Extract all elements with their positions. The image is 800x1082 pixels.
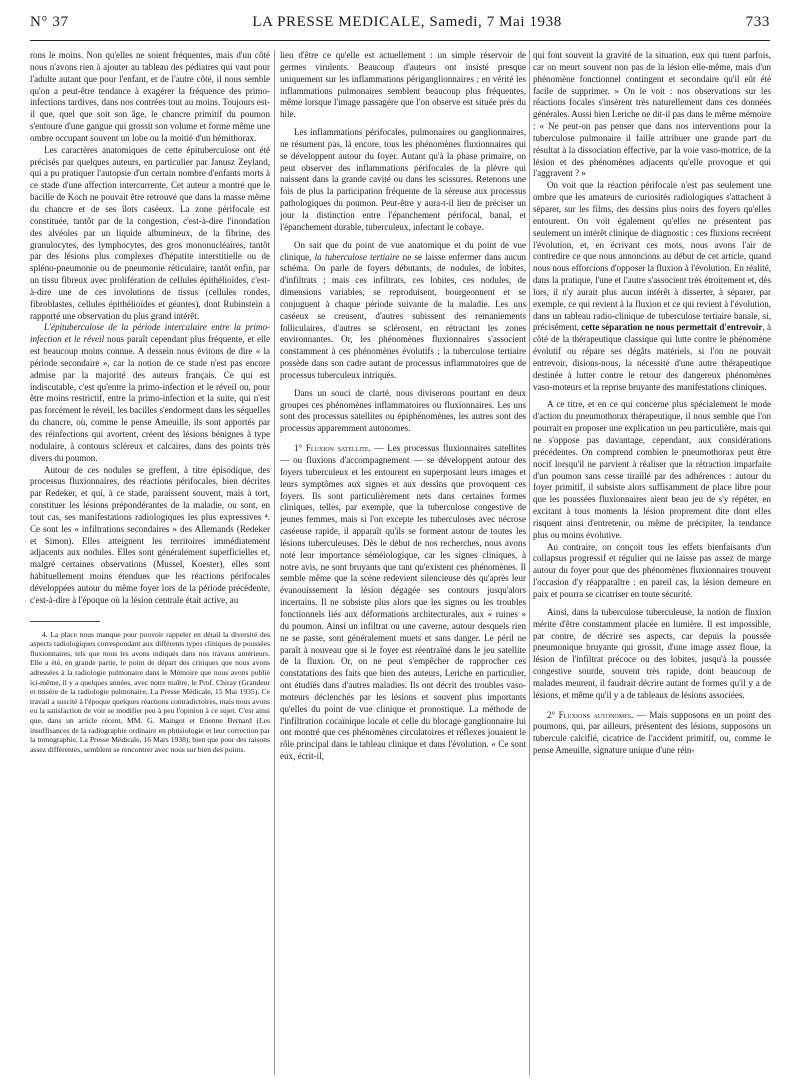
paragraph-text: nous paraît cependant plus fréquente, et elle est beaucoup moins connue. A dessein nous évitons de dire « la période secondaire », car la notion de ce stade n'est pas encore admise par la majorité des auteurs français. Ce qui est indiscutable, c'est qu'entre la primo-infection et le réveil ou, pour être moins restrictif, entre la primo-infection et la suite, qui n'est pas forcément le réveil, les bacilles s'endorment dans les séquelles du chancre, où, comme le pense Ameuille, ils sont apportés par des réinfections qui avortent, créent des lésions bénignes à type nodulaire, à contours scléreux et calcaires, dans des points très divers du poumon. (30, 334, 270, 463)
paragraph: A ce titre, et en ce qui concerne plus spécialement le mode d'action du pneumothorax thérapeutique, il nous semble que l'on pourrait en proposer une explication un peu particulière, mais qui ne s'oppose pas davantage, cependant, aux considérations précédentes. On comprend combien le pneumothorax peut être nocif lorsqu'il ne parvient à réaliser que la rétraction imparfaite d'un poumon sans cesse tiraillé par des adhérences : autour du foyer primitif, il subsiste alors suffisamment de place libre pour que les poussées fluxionnaires aient beau jeu de s'y répéter, en excitant à tous moments la lésion proprement dite dont elles risquent ainsi d'entretenir, ou même de précipiter, la tendance plus ou moins évolutive. (533, 399, 771, 540)
emphasis: la tuberculose tertiaire (314, 251, 400, 262)
paragraph: qui font souvent la gravité de la situation, eux qui tuent parfois, car on meurt souvent non pas de la lésion elle-même, mais d'un phénomène fonctionnel contingent et secondaire qu'il eût été facile de supprimer. » On le voit : nos observations sur les réactions focales s'insèrent très naturellement dans ces données générales. Aussi bien Leriche ne dit-il pas dans le même mémoire : « Ne peut-on pas penser que dans nos interventions pour la tuberculose pulmonaire il faille attribuer une grande part du résultat à la dissociation effective, par la voie vaso-motrice, de la lésion et des phénomènes adjacents qu'elle provoque et qui l'aggravent ? » (533, 50, 771, 179)
paragraph-text: — Mais supposons en un point des poumons, qui, par ailleurs, présentent des lésions, supposons un tubercule calcifié, cicatrice de l'accident primitif, ou, comme le pense Ameuille, signature unique d'une réin- (533, 709, 771, 756)
paragraph: lieu d'être ce qu'elle est actuellement : un simple réservoir de germes virulents. Beaucoup d'auteurs ont insisté presque uniquement sur les inflammations périganglionnaires ; en vérité les inflammations pulmonaires semblent beaucoup plus fréquentes, même lorsque l'image passagère que l'on observe est située près du hile. (280, 50, 526, 120)
paragraph (280, 240, 526, 382)
paragraph-text: , à côté de la thérapeutique classique qui lutte contre le phénomène évolutif ou répare ses dégâts matériels, si l'on ne pouvait entrevoir, disions-nous, la nécessité d'une autre thérapeutique destinée à lutter contre le retour des dangereux phénomènes vaso-moteurs et la reprise bruyante des manifestations cliniques. (533, 322, 771, 392)
section-heading: 1° Fluxion satellite. (294, 443, 371, 454)
column-1 (30, 50, 270, 1075)
paragraph: rons le moins. Non qu'elles ne soient fréquentes, mais d'un côté nous n'avons rien à ajouter au tableau des pédiatres qui vaut pour l'adulte autant que pour l'enfant, et de l'autre côté, il nous semble qu'on a peut-être tendance à exagérer la fréquence des primo-infections tardives, dans nos contrées tout au moins. Toujours est-il que, quel que soit son âge, le chancre primitif du poumon s'entoure d'une gangue qui grossit son volume et forme même une ombre occupant souvent un lobe ou la moitié d'un hémithorax. (30, 50, 270, 143)
paragraph-text: On voit que la réaction périfocale n'est pas seulement une ombre que les amateurs de curiosités radiologiques s'attachent à séparer, sur les films, des dessins plus noirs des foyers qu'elles entourent. On voit également qu'elles ne présentent pas seulement un intérêt clinique de diagnostic : ces fluxions recréent l'évolution, et, en écrivant ces mots, nous avons l'air de contredire ce que nous annoncions au début de cet article, quand nous nous efforcions d'opposer la fluxion à l'évolution. En réalité, dans la pratique, l'une et l'autre s'associent très étroitement et, dès lors, il n'y aurait plus aucun intérêt à disserter, à séparer, par exemple, ce qui revient à la fluxion et ce qui revient à l'évolution, dans un tableau radio-clinique de tuberculose tertiaire banale, si, précisément, (533, 180, 771, 333)
column-divider (274, 50, 275, 1075)
section-paragraph (533, 710, 771, 757)
paragraph: Dans un souci de clarté, nous diviserons pourtant en deux groupes ces phénomènes inflammatoires ou fluxionnaires. Les uns sont des processus satellites ou épiphénomènes, les autres sont des processus apparemment autonomes. (280, 387, 526, 434)
journal-title: LA PRESSE MEDICALE, Samedi, 7 Mai 1938 (252, 14, 562, 30)
column-divider (529, 50, 530, 1075)
paragraph: Au contraire, on conçoit tous les effets bienfaisants d'un collapsus progressif et régulier qui ne laisse pas assez de marge autour du foyer pour que des phénomènes fluxionnaires trouvent l'occasion d'y réapparaître : en pareil cas, la lésion demeure en paix et pourra se cicatriser en toute sécurité. (533, 541, 771, 599)
column-3 (533, 50, 771, 1075)
footnote-text: 4. La place nous manque pour pouvoir rappeler en détail la diversité des aspects radiologiques correspondant aux différents types cliniques de poussées fluxionnaires, tels que nous les avons indiqués dans nos travaux antérieurs. Elle a été, en grande partie, le point de départ des critiques que nous avons adressées à la radiologie pulmonaire dans le Mémoire que nous avons publié ici-même, il y a quelques années, avec notre maître, le Prof. Chiray (Grandeur et misère de la radiologie pulmonaire, La Presse Médicale, 15 Mai 1935). Ce travail a suscité à l'époque quelques réactions contradictoires, mais nous avons eu la satisfaction de voir se modifier peu à peu l'opinion à ce sujet. C'est ainsi que, dans un article récent, MM. G. Maingot et Etienne Bernard (Les insuffisances de la radiographie ordinaire en phtisiologie et leur correction par la tomographie, La Presse Médicale, 16 Mars 1938), bien que pour des raisons assez différentes, semblent se rencontrer avec nous sur bien des points. (30, 629, 270, 754)
paragraph: Les inflammations périfocales, pulmonaires ou ganglionnaires, ne résument pas, là encore, tous les phénomènes fluxionnaires qui se développent autour du foyer. Autant qu'à la phase primaire, on peut observer des inflammations périfocales de la plèvre qui naissent dans la grande cavité ou dans les scissures. Retenons une fois de plus la participation fréquente de la séreuse aux processus pathologiques du poumon. Peut-être y aura-t-il lieu de préciser un jour la distinction entre l'épanchement périfocal, banal, et l'épanchement durable, tuberculeux, infectant le cobaye. (280, 127, 526, 232)
footnote (30, 630, 270, 755)
paragraph-text: ne se laisse enfermer dans aucun schéma. On parle de foyers débutants, de nodules, de lobites, d'infiltrats ; mais ces infiltrats, ces lobites, ces nodules, de dimensions variables, se reproduisent, bourgeonnent et se conjuguent à chaque période suivante de la maladie. Les uns caséeux se creusent, d'autres subissent des remaniements folliculaires, d'autres se sclérosent, en rétractant les zones environnantes. Or, les phénomènes fluxionnaires s'associent constamment à ces phénomènes évolutifs ; la tuberculose tertiaire possède dans son cadre autant de processus inflammatoires que de processus tuberculeux intriqués. (280, 251, 526, 380)
emphasis: L'épituberculose de la période intercalaire entre la primo-infection et le réveil (30, 322, 270, 345)
header-rule (30, 40, 770, 41)
paragraph: Les caractères anatomiques de cette épituberculose ont été précisés par quelques auteurs, en particulier par Janusz Zeyland, qui a pu pratiquer l'autopsie d'un certain nombre d'enfants morts à ce stade d'une affection intercurrente. Cet auteur a montré que le bacille de Koch ne pouvait être retrouvé que dans la masse même du chancre et de ses îlots caséeux. La zone périfocale est constituée, tantôt par de la congestion, c'est-à-dire l'inondation des alvéoles par un liquide albumineux, de la fibrine, des granulocytes, des lymphocytes, des gros mononucléaires, tantôt par des lésions plus complexes d'hépatite interstitielle ou de spléno-pneumonie ou de pneumonie réticulaire, tantôt enfin, par un tissu fibreux avec prolifération de cellules épithélioïdes, c'est-à-dire une de ces involutions de tissus (cellules rondes, fibroblastes, cellules épithélioïdes et géantes), dont Rubinstein a rapporté une observation du plus grand intérêt. (30, 144, 270, 321)
column-2 (280, 50, 526, 1075)
paragraph (30, 322, 270, 464)
issue-number: N° 37 (30, 14, 69, 30)
paragraph: Ainsi, dans la tuberculose tuberculeuse, la notion de fluxion mérite d'être constamment placée en lumière. Il est impossible, par contre, de décrire ses aspects, car depuis la poussée pneumonique bruyante qui grossit, d'une image assez floue, la lésion de l'infiltrat précoce ou des lobites, jusqu'à la poussée congestive sourde, souvent très rapide, dont beaucoup de malades meurent, il faudrait décrire autant de formes qu'il y a de lésions, et même qu'il y a de tableaux de lésions associées. (533, 606, 771, 700)
paragraph (533, 180, 771, 393)
paragraph: Autour de ces nodules se greffent, à titre épisodique, des processus fluxionnaires, des réactions périfocales, bien décrites par Redeker, et qui, à ce stade, paraissent souvent, mais à tort, constituer les lésions prépondérantes de la maladie, ou sont, en tout cas, ses manifestations radiologiques les plus expressives ⁴. Ce sont les « infiltrations secondaires » des Allemands (Redeker et Simon). Elles atteignent les territoires immédiatement adjacents aux nodules. Elles sont généralement superficielles et, malgré certaines observations (Mussel, Koester), elles sont habituellement moins étendues que les réactions périfocales développées autour du même foyer lors de la période précédente, c'est-à-dire à l'époque où la lésion centrale était active, au (30, 464, 270, 605)
running-header (30, 14, 770, 40)
paragraph-text: On sait que du point de vue anatomique et du point de vue clinique, (280, 239, 526, 262)
section-heading: 2° Fluxions autonomes. (547, 709, 634, 720)
page-number: 733 (745, 14, 770, 30)
footnote-rule (30, 621, 100, 622)
section-paragraph (280, 443, 526, 763)
paragraph-text: — Les processus fluxionnaires satellites — ou fluxions d'accompagnement — se développent autour des foyers tuberculeux et les entourent en superposant leurs images et leurs symptômes aux signes et aux dessins que provoquent ces foyers. Ils sont particulièrement nets dans certaines formes cliniques, telles, par exemple, que la tuberculose congestive de jeunes femmes, mais si l'on excepte les tuberculoses avec nécrose caséeuse rapide, il apparaît qu'ils se forment autour de toutes les lésions tuberculeuses. Dès le début de nos recherches, nous avons noté leur importance séméiologique, car les signes cliniques, à notre avis, ne sont bruyants que tant qu'existent ces phénomènes. Il semble même que la scène redevient silencieuse dès qu'après leur évanouissement la lésion dégagée ses contours jusqu'alors incertains. Il ne subsiste plus alors que les signes ou les troubles fonctionnels liés aux déformations architecturales, aux « ruines » du poumon. Ainsi un infiltrat ou une caverne, autour desquels rien ne se passe, sont généralement muets et sans danger. Le péril ne paraît à nouveau que si le foyer est réentraîné dans le jeu satellite de la fluxion. Or, on ne peut s'empêcher de rapprocher ces constatations des faits que bien des auteurs, Leriche en particulier, ont étudiés dans d'autres maladies. Ils ont décrit des troubles vaso-moteurs déclenchés par les lésions et souvent plus importants qu'elles du point de vue clinique et pronostique. La méthode de l'infiltration cocaïnique locale et celle du blocage ganglionnaire lui ont montré que ces phénomènes circulatoires et réflexes jouaient le rôle principal dans le tableau clinique et dans l'évolution. « Ce sont eux, écrit-il, (280, 443, 526, 762)
bold-text: cette séparation ne nous permettait d'entrevoir (581, 322, 763, 333)
